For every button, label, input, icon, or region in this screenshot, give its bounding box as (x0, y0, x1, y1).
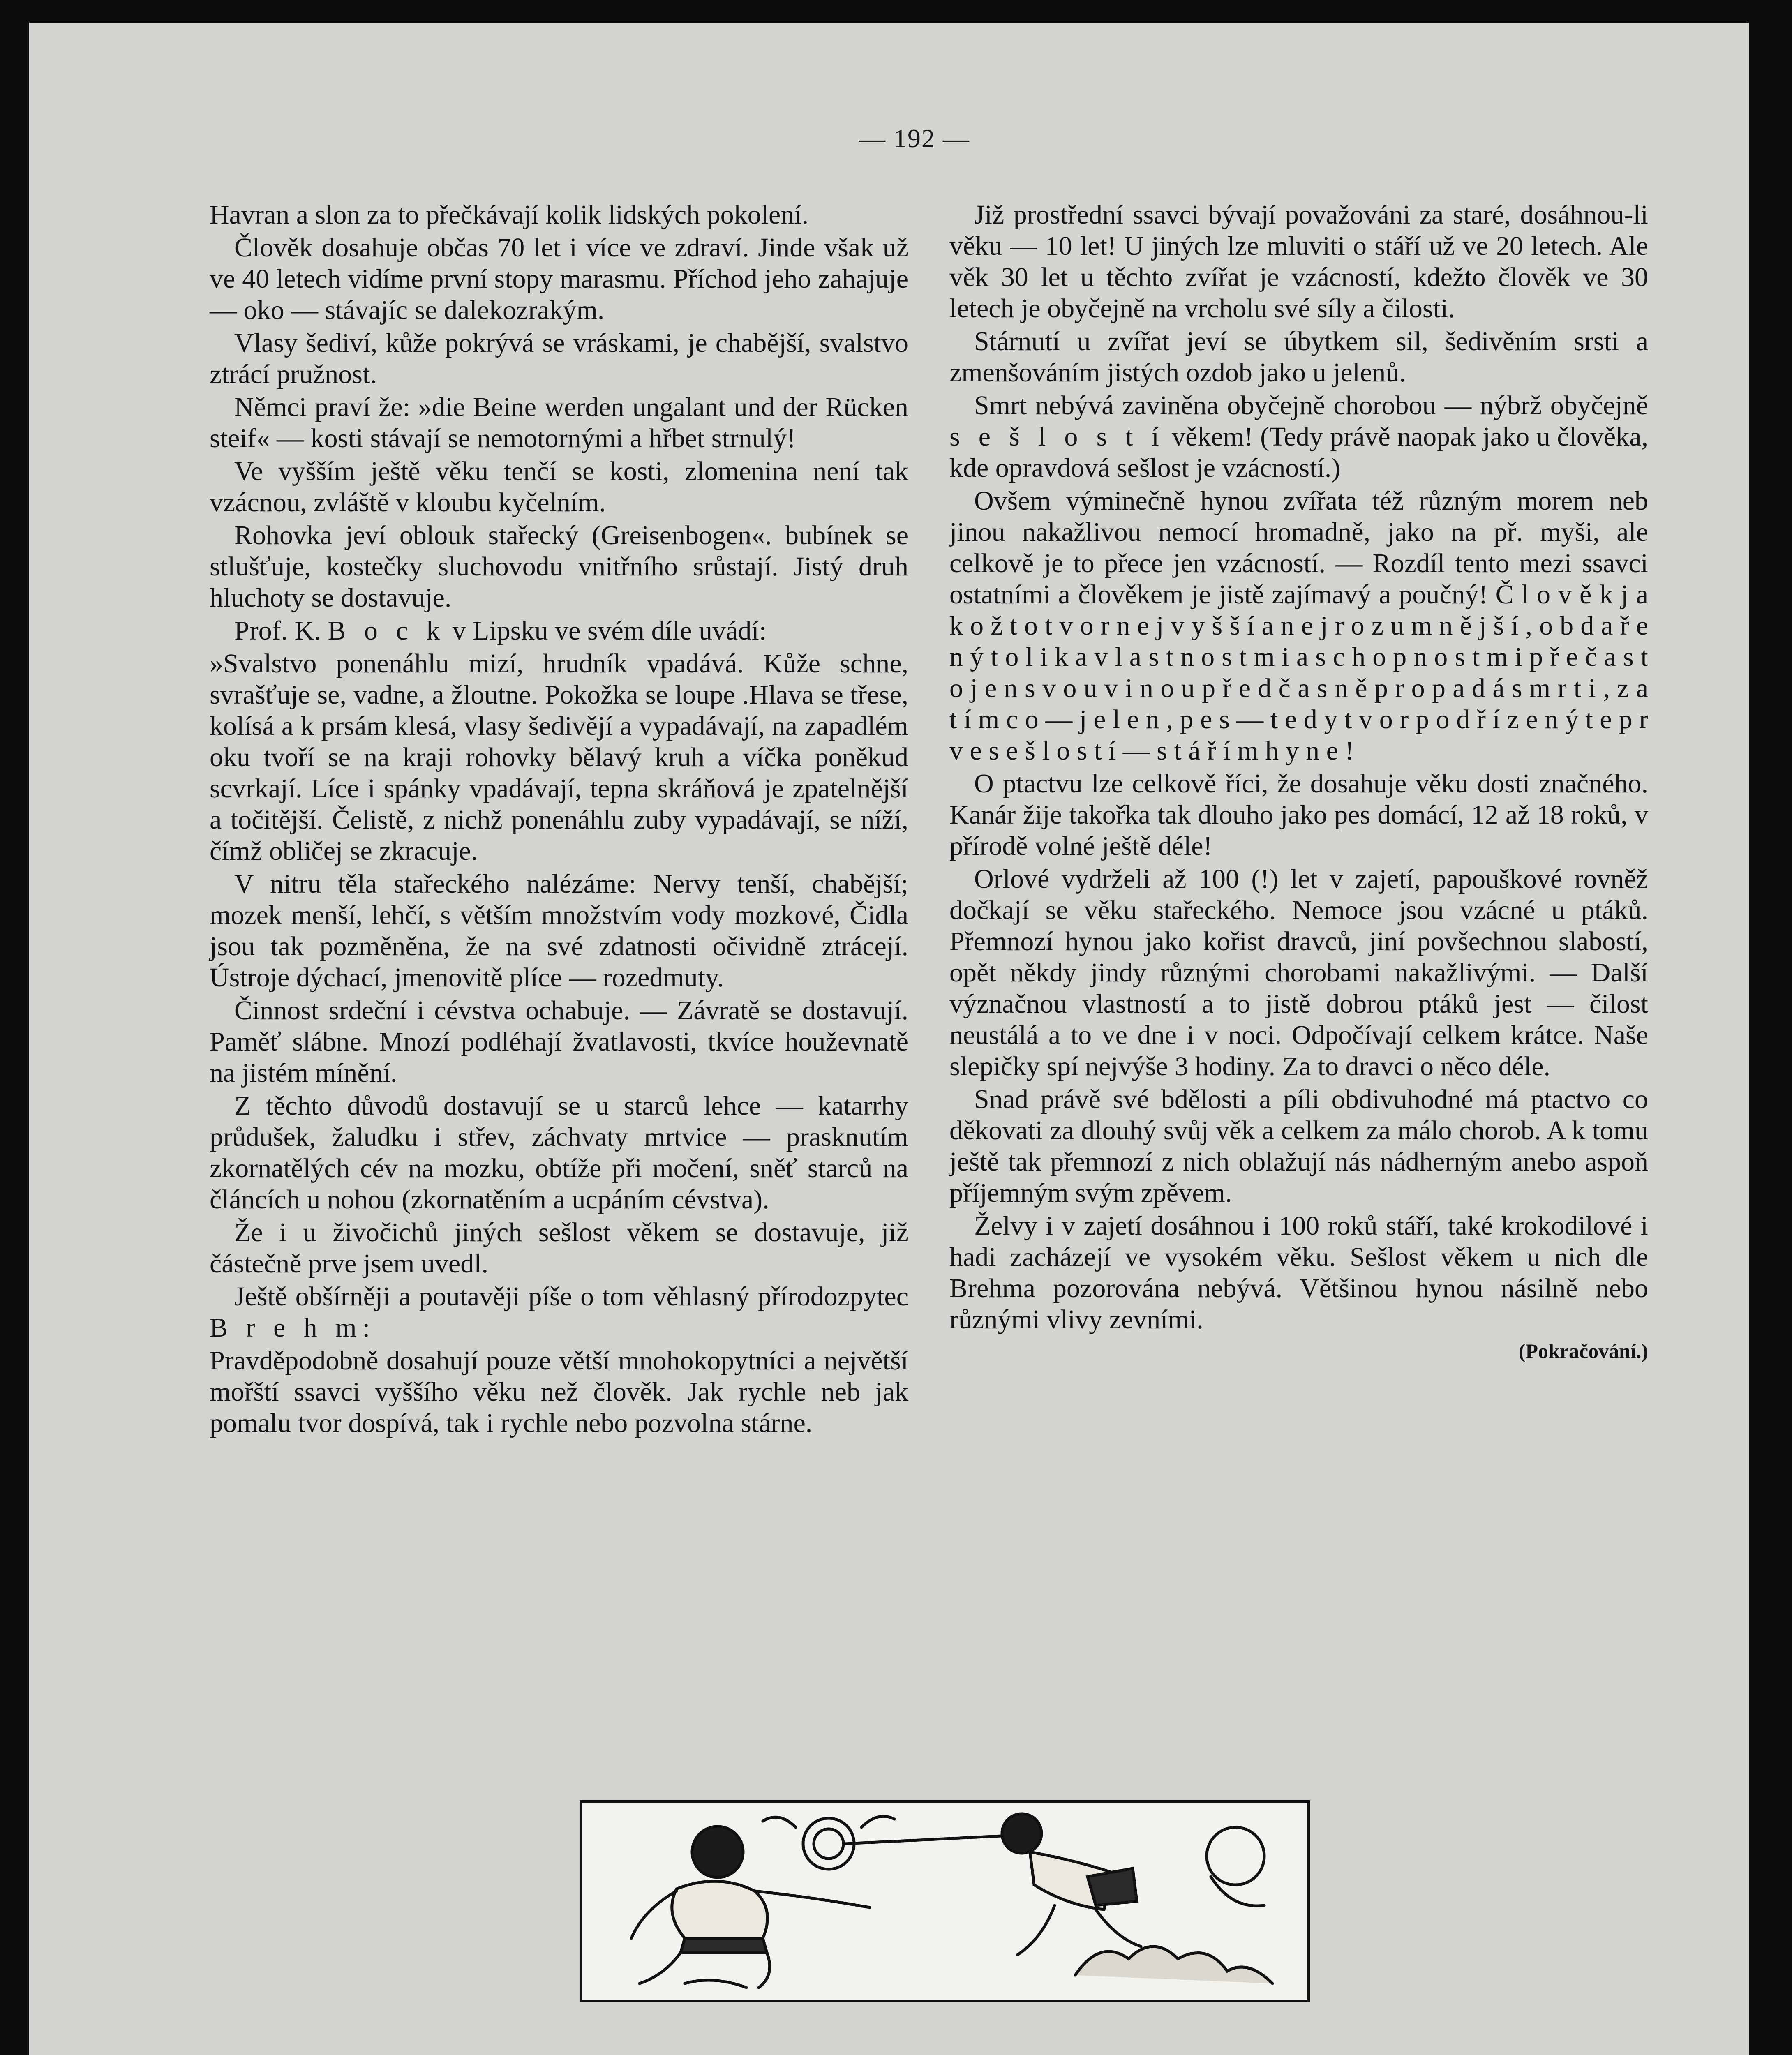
paragraph: Z těchto důvodů dostavují se u starců lehce — katarrhy průdušek, žaludku i střev, záchvaty mrtvice — prasknutím zkornatělých cév na mozku, obtíže při močení, sněť starců na článcích u nohou (zkornatěním a ucpáním cévstva). (210, 1091, 908, 1215)
author-name: B o c k (328, 616, 446, 646)
paragraph: Pravděpodobně dosahují pouze větší mnohokopytníci a největší mořští ssavci vyššího věku než člověk. Jak rychle neb jak pomalu tvor dospívá, tak i rychle nebo pozvolna stárne. (210, 1346, 908, 1438)
continued-note: (Pokračování.) (1518, 1339, 1648, 1362)
text: Smrt nebývá zaviněna obyčejně chorobou — nýbrž obyčejně (974, 390, 1648, 420)
paragraph: Želvy i v zajetí dosáhnou i 100 roků stáří, také krokodilové i hadi zacházejí ve vysokém věku. Sešlost věkem u nich dle Brehma pozorována nebývá. Většinou hynou násilně nebo různými vlivy zevními. (949, 1211, 1648, 1335)
paragraph: Orlové vydrželi až 100 (!) let v zajetí, papouškové rovněž dočkají se věku stařeckého. Nemoce jsou vzácné u ptáků. Přemnozí hynou jako kořist dravců, jiní povšechnou slabostí, opět někdy jindy různými chorobami nakažlivými. — Další význačnou vlastností a to jistě dobrou ptáků jest — čilost neustálá a to ve dne i v noci. Odpočívají celkem krátce. Naše slepičky spí nejvýše 3 hodiny. Za to dravci o něco déle. (949, 864, 1648, 1081)
quote-paragraph: »Svalstvo ponenáhlu mizí, hrudník vpadává. Kůže schne, svrašťuje se, vadne, a žloutne. Pokožka se loupe .Hlava se třese, kolísá a k prsám klesá, vlasy šedivějí a vypadávají, na zapadlém oku tvoří se na kraji rohovky bělavý kruh a víčka poněkud scvrkají. Líce i spánky vpadávají, tepna skráňová je zpatelnější a točitější. Čelistě, z nichž ponenáhlu zuby vypadávají, se níží, čímž obličej se zkracuje. (210, 649, 908, 866)
text: v Lipsku ve svém díle uvádí: (452, 616, 767, 646)
page-number: — 192 — (859, 124, 970, 153)
paragraph: O ptactvu lze celkově říci, že dosahuje věku dosti značného. Kanár žije takořka tak dlouho jako pes domácí, 12 až 18 roků, v přírodě volné ještě déle! (949, 769, 1648, 861)
text: Ovšem výminečně hynou zvířata též různým morem neb jinou nakažlivou nemocí hromadně, jako na př. myši, ale celkově je to přece jen vzácností. — Rozdíl tento mezi ssavci ostatními a člověkem je jistě zajímavý a poučný! (949, 486, 1648, 610)
paragraph: Ve vyšším ještě věku tenčí se kosti, zlomenina není tak vzácnou, zvláště v kloubu kyčelním. (210, 456, 908, 517)
author-name: B r e h m: (210, 1313, 376, 1343)
paragraph: V nitru těla stařeckého nalézáme: Nervy tenší, chabější; mozek menší, lehčí, s větším množstvím vody mozkové, Čidla jsou tak pozměněna, že na své zdatnosti očividně ztrácejí. Ústroje dýchací, jmenovitě plíce — rozedmuty. (210, 869, 908, 993)
text: věkem! (Tedy právě naopak jako u člověka, kde opravdová sešlost je vzácností.) (949, 422, 1649, 483)
paragraph: Stárnutí u zvířat jeví se úbytkem sil, šedivěním srsti a zmenšováním jistých ozdob jako u jelenů. (949, 326, 1648, 388)
emphasis: s e š l o s t í (949, 422, 1165, 452)
text: Ještě obšírněji a poutavěji píše o tom věhlasný přírodozpytec (234, 1281, 908, 1312)
page (29, 23, 1749, 2055)
paragraph: Němci praví že: »die Beine werden ungalant und der Rücken steif« — kosti stávají se nemotornými a hřbet strnulý! (210, 392, 908, 453)
right-column (949, 199, 1648, 1367)
paragraph: Již prostřední ssavci bývají považováni za staré, dosáhnou-li věku — 10 let! U jiných lze mluviti o stáří už ve 20 letech. Ale věk 30 let u těchto zvířat je vzácností, kdežto člověk ve 30 letech je obyčejně na vrcholu své síly a čilosti. (949, 200, 1648, 323)
paragraph: Že i u živočichů jiných sešlost věkem se dostavuje, již částečně prve jsem uvedl. (210, 1217, 908, 1279)
paragraph (210, 1281, 908, 1344)
emphasis: Č l o v ě k j a k o ž t o t v o r n e j v y š š í a n e j r o z u m n ě j š í , o b d a ř e n ý t o l i k a v l a s t n o s t m i a s c h o p n o s t m i p ř e č a s t o j e n s v o u v i n o u p ř e d č a s n ě p r o p a d á s m r t i , z a t í m c o — j e l e n , p e s — t e d y t v o r p o d ř í z e n ý t e p r v e s e š l o s t í — s t á ř í m h y n e ! (949, 580, 1649, 766)
illustration-drawing (582, 1803, 1307, 2000)
paragraph (210, 615, 908, 647)
illustration-tug-of-war (580, 1800, 1310, 2002)
paragraph: Snad právě své bdělosti a píli obdivuhodné má ptactvo co děkovati za dlouhý svůj věk a celkem za málo chorob. A k tomu ještě tak přemnozí z nich oblažují nás nádherným anebo aspoň příjemným svým zpěvem. (949, 1084, 1648, 1208)
paragraph (949, 390, 1648, 484)
left-column (210, 199, 908, 1441)
paragraph: Vlasy šediví, kůže pokrývá se vráskami, je chabější, svalstvo ztrácí pružnost. (210, 328, 908, 389)
paragraph (949, 485, 1648, 767)
text: Prof. K. (234, 616, 321, 646)
paragraph: Člověk dosahuje občas 70 let i více ve zdraví. Jinde však už ve 40 letech vidíme první stopy marasmu. Příchod jeho zahajuje — oko — stávajíc se dalekozrakým. (210, 233, 908, 325)
paragraph: Havran a slon za to přečkávají kolik lidských pokolení. (210, 200, 809, 230)
paragraph: Činnost srdeční i cévstva ochabuje. — Závratě se dostavují. Paměť slábne. Mnozí podléhají žvatlavosti, tkvíce houževnatě na jistém mínění. (210, 995, 908, 1088)
paragraph: Rohovka jeví oblouk stařecký (Greisenbogen«. bubínek se stlušťuje, kostečky sluchovodu vnitřního srůstají. Jistý druh hluchoty se dostavuje. (210, 520, 908, 613)
